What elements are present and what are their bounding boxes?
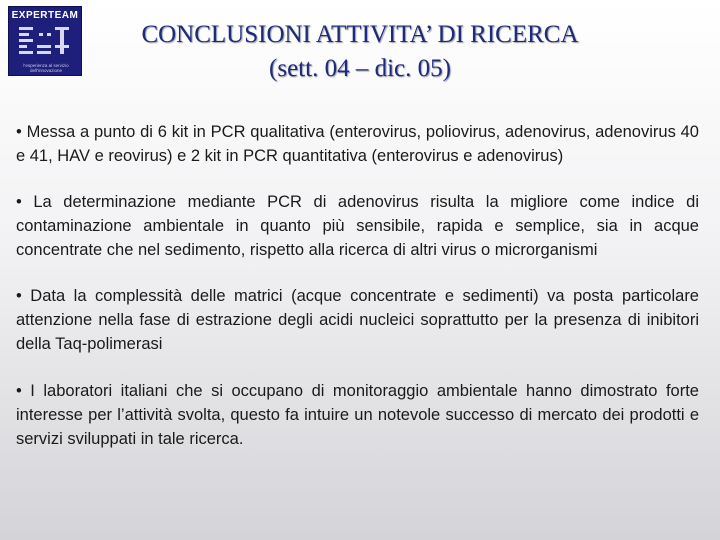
experteam-logo bbox=[8, 6, 82, 76]
title-line-2: (sett. 04 – dic. 05) bbox=[269, 55, 451, 82]
logo-text: EXPERTEAM bbox=[11, 10, 79, 21]
bullet-item: • Data la complessità delle matrici (acque concentrate e sedimenti) va posta particolare attenzione nella fase di estrazione degli acidi nucleici soprattutto per la presenza di inibitori della Taq-polimerasi bbox=[16, 287, 699, 353]
slide-title bbox=[90, 18, 630, 86]
bullet-item: • I laboratori italiani che si occupano di monitoraggio ambientale hanno dimostrato forte interesse per l’attività svolta, questo fa intuire un notevole successo di mercato dei prodotti e servizi sviluppati in tale ricerca. bbox=[16, 382, 699, 448]
logo-mark-icon bbox=[9, 23, 81, 63]
bullet-list bbox=[16, 120, 699, 473]
title-line-1: CONCLUSIONI ATTIVITA’ DI RICERCA bbox=[141, 21, 579, 48]
logo-subtext: l’esperienza al servizio dell’innovazione bbox=[23, 63, 69, 73]
bullet-item: • Messa a punto di 6 kit in PCR qualitativa (enterovirus, poliovirus, adenovirus, adenovirus 40 e 41, HAV e reovirus) e 2 kit in PCR quantitativa (enterovirus e adenovirus) bbox=[16, 123, 699, 165]
bullet-item: • La determinazione mediante PCR di adenovirus risulta la migliore come indice di contaminazione ambientale in quanto più sensibile, rapida e semplice, sia in acque concentrate che nel sedimento, rispetto alla ricerca di altri virus o microrganismi bbox=[16, 193, 699, 259]
